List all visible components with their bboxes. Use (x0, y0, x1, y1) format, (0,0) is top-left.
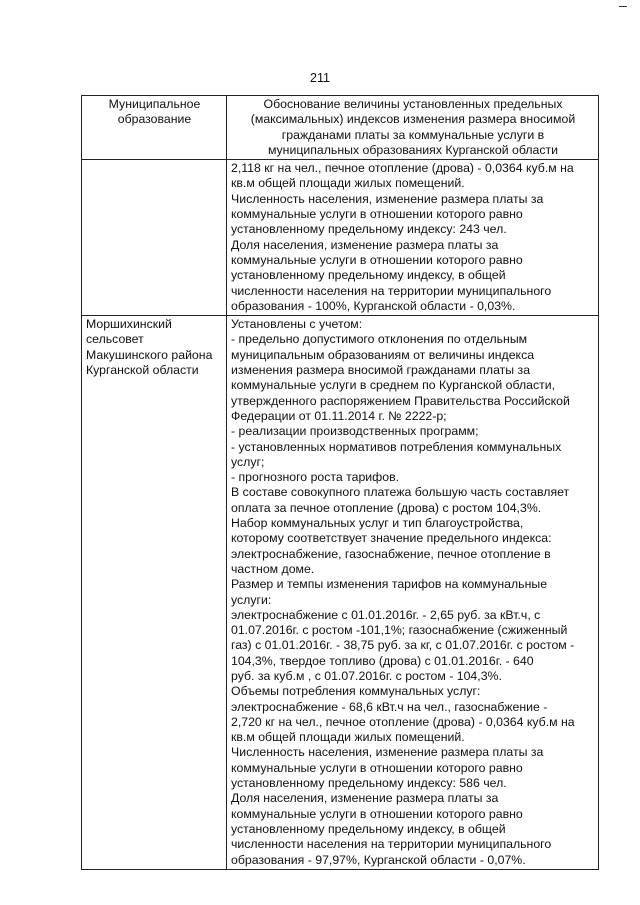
text-line: коммунальные услуги в отношении которого равно (231, 806, 523, 821)
text-line: 2,118 кг на чел., печное отопление (дрова) - 0,0364 куб.м на (231, 161, 574, 176)
corner-mark (619, 6, 627, 7)
text-line: коммунальные услуги в среднем по Курганской области, (231, 378, 556, 393)
header-line: образование (117, 112, 192, 127)
table-row (82, 160, 599, 316)
text-line: Численность населения, изменение размера платы за (231, 191, 544, 206)
text-line: оплата за печное отопление (дрова) с ростом 104,3%. (231, 500, 542, 515)
table-header-row (82, 96, 599, 160)
text-line: образования - 100%, Курганской области - 0,03%. (231, 298, 516, 313)
justification-cell (227, 160, 599, 316)
header-line: муниципальных образованиях Курганской области (267, 142, 559, 157)
text-line: кв.м общей площади жилых помещений. (231, 176, 465, 191)
text-line: сельсовет (86, 332, 144, 347)
text-line: - предельно допустимого отклонения по отдельным (231, 332, 528, 347)
header-line: Обоснование величины установленных предельных (263, 97, 563, 111)
text-line: изменения размера вносимой гражданами платы за (231, 363, 531, 378)
text-line: - прогнозного роста тарифов. (231, 470, 400, 485)
text-line: коммунальные услуги в отношении которого равно (231, 207, 523, 222)
text-line: Доля населения, изменение размера платы за (231, 237, 499, 252)
text-line: В составе совокупного платежа большую часть составляет (231, 485, 570, 500)
text-line: услуг; (231, 454, 265, 469)
text-line: руб. за куб.м , с 01.07.2016г. с ростом - 104,3%. (231, 668, 502, 683)
text-line: электроснабжение с 01.01.2016г. - 2,65 руб. за кВт.ч, с (231, 607, 541, 622)
text-line: кв.м общей площади жилых помещений. (231, 730, 465, 745)
text-line: установленному предельному индексу: 243 чел. (231, 222, 507, 237)
text-line: которому соответствует значение предельного индекса: (231, 531, 552, 546)
text-line: установленному предельному индексу, в общей (231, 821, 506, 836)
text-line: численности населения на территории муниципального (231, 837, 552, 852)
text-line: Объемы потребления коммунальных услуг: (231, 684, 481, 699)
text-line: - реализации производственных программ; (231, 424, 479, 439)
municipal-index-table (81, 95, 599, 870)
justification-cell (227, 316, 599, 870)
municipality-cell (82, 316, 227, 870)
text-line: газ) с 01.01.2016г. - 38,75 руб. за кг, с 01.07.2016г. с ростом - (231, 638, 575, 653)
text-line: Доля населения, изменение размера платы за (231, 791, 499, 806)
table-row (82, 316, 599, 870)
text-line: 104,3%, твердое топливо (дрова) с 01.01.2016г. - 640 (231, 653, 534, 668)
header-municipality (82, 96, 227, 160)
text-line: Федерации от 01.11.2014 г. № 2222-р; (231, 408, 447, 423)
text-line: установленному предельному индексу, в общей (231, 268, 506, 283)
text-line: Курганской области (86, 363, 199, 378)
municipality-cell (82, 160, 227, 316)
text-line: частном доме. (231, 561, 315, 576)
text-line: электроснабжение, газоснабжение, печное отопление в (231, 546, 551, 561)
text-line: Численность населения, изменение размера платы за (231, 745, 544, 760)
text-line: утвержденного распоряжением Правительства Российской (231, 393, 570, 408)
header-line: (максимальных) индексов изменения размера вносимой (250, 112, 576, 127)
text-line: образования - 97,97%, Курганской области - 0,07%. (231, 852, 526, 867)
text-line: численности населения на территории муниципального (231, 283, 552, 298)
text-line: коммунальные услуги в отношении которого равно (231, 252, 523, 267)
text-line: Набор коммунальных услуг и тип благоустройства, (231, 516, 524, 531)
text-line: электроснабжение - 68,6 кВт.ч на чел., газоснабжение - (231, 699, 548, 714)
header-line: Муниципальное (108, 97, 201, 111)
text-line: Макушинского района (86, 347, 213, 362)
text-line: - установленных нормативов потребления коммунальных (231, 439, 562, 454)
page-number: 211 (310, 71, 330, 85)
header-justification (227, 96, 599, 160)
text-line: муниципальным образованиям от величины индекса (231, 347, 535, 362)
text-line: коммунальные услуги в отношении которого равно (231, 760, 523, 775)
text-line: установленному предельному индексу: 586 чел. (231, 776, 507, 791)
text-line: 2,720 кг на чел., печное отопление (дрова) - 0,0364 куб.м на (231, 714, 575, 729)
header-line: гражданами платы за коммунальные услуги в (281, 127, 545, 142)
text-line: 01.07.2016г. с ростом -101,1%; газоснабжение (сжиженный (231, 623, 568, 638)
text-line: услуги: (231, 592, 272, 607)
text-line: Установлены с учетом: (231, 317, 363, 332)
text-line: Размер и темпы изменения тарифов на коммунальные (231, 577, 548, 592)
text-line: Моршихинский (86, 317, 172, 332)
